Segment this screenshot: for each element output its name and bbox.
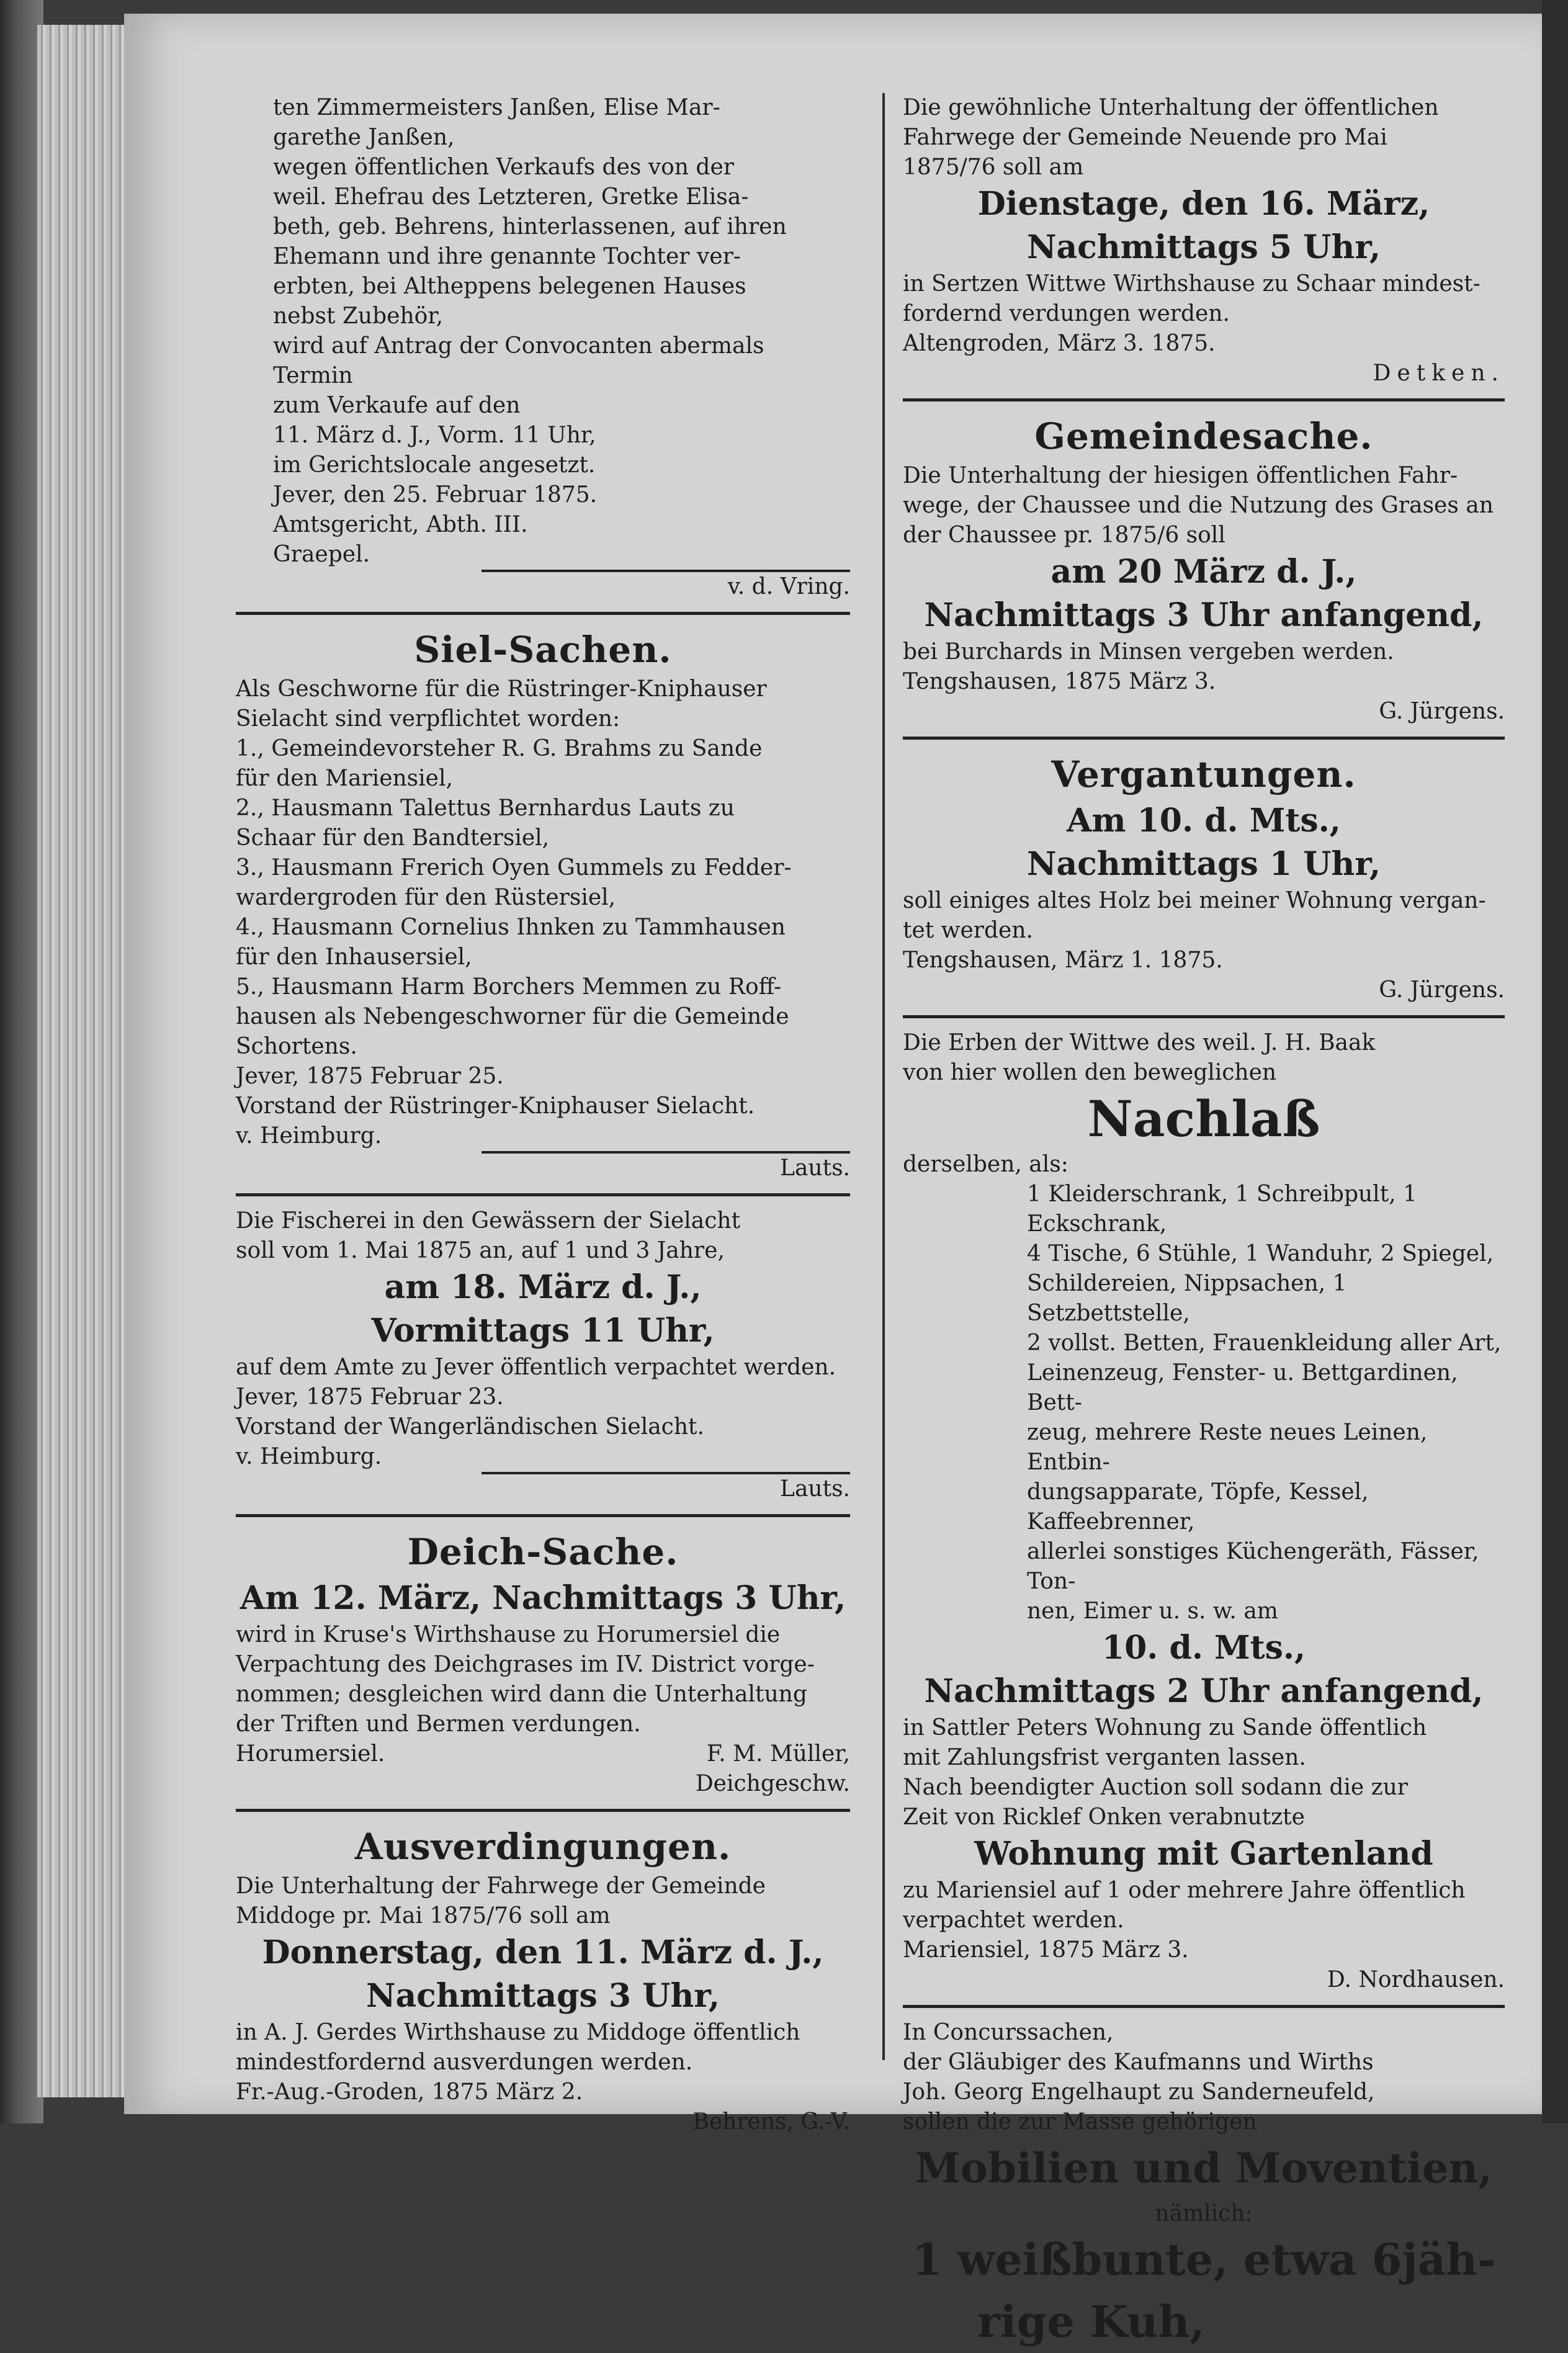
text-line: Zeit von Ricklef Onken verabnutzte xyxy=(903,1804,1305,1830)
deich-signature-row xyxy=(236,1739,850,1769)
text-line: Amtsgericht, Abth. III. xyxy=(273,512,528,537)
concurs-sub: nämlich: xyxy=(1155,2201,1253,2226)
text-line: sollen die zur Masse gehörigen xyxy=(903,2109,1257,2135)
section-rule xyxy=(903,1015,1505,1018)
page-edges xyxy=(37,25,137,2097)
text-line: mit Zahlungsfrist verganten lassen. xyxy=(903,1745,1306,1770)
nachlass-text-3 xyxy=(903,1713,1505,1832)
text-line: weil. Ehefrau des Letzteren, Gretke Elisa- xyxy=(273,184,749,210)
scan-border xyxy=(1542,0,1568,2123)
concurs-text xyxy=(903,2018,1505,2137)
text-line: wardergroden für den Rüstersiel, xyxy=(236,885,616,910)
notice-verkauf-signature: v. d. Vring. xyxy=(727,574,850,599)
siel-heading: Siel-Sachen. xyxy=(414,629,672,671)
text-line: in Sattler Peters Wohnung zu Sande öffentlich xyxy=(903,1715,1427,1741)
siel-text xyxy=(236,675,850,1151)
siel-signature: Lauts. xyxy=(780,1155,850,1181)
text-line: Schildereien, Nippsachen, 1 Setzbettstelle, xyxy=(1027,1271,1354,1326)
text-line: nommen; desgleichen wird dann die Unterhaltung xyxy=(236,1682,807,1707)
text-line: zu Mariensiel auf 1 oder mehrere Jahre öffentlich xyxy=(903,1878,1466,1903)
neuende-date: Dienstage, den 16. März, xyxy=(977,185,1430,223)
neuende-time: Nachmittags 5 Uhr, xyxy=(1026,228,1381,266)
text-line: hausen als Nebengeschworner für die Gemeinde xyxy=(236,1004,789,1029)
concurs-item-2: rige Kuh, xyxy=(977,2296,1205,2347)
text-line: wird in Kruse's Wirthshause zu Horumersiel die xyxy=(236,1622,781,1647)
text-line: ten Zimmermeisters Janßen, Elise Mar- xyxy=(273,95,720,120)
text-line: Mariensiel, 1875 März 3. xyxy=(903,1937,1189,1963)
gemeindesache-date: am 20 März d. J., xyxy=(1051,553,1357,591)
text-line: Die Fischerei in den Gewässern der Sielacht xyxy=(236,1208,741,1234)
text-line: für den Mariensiel, xyxy=(236,766,453,791)
gemeindesache-text xyxy=(903,461,1505,550)
text-line: Fahrwege der Gemeinde Neuende pro Mai xyxy=(903,125,1387,150)
deich-signature: F. M. Müller, xyxy=(706,1741,850,1767)
deich-text xyxy=(236,1620,850,1739)
text-line: wegen öffentlichen Verkaufs des von der xyxy=(273,155,734,180)
text-line: Fr.-Aug.-Groden, 1875 März 2. xyxy=(236,2079,583,2105)
nachlass-heading: Nachlaß xyxy=(1087,1090,1320,1148)
deich-date: Am 12. März, Nachmittags 3 Uhr, xyxy=(240,1579,846,1617)
text-line: Vorstand der Rüstringer-Kniphauser Sielacht. xyxy=(236,1093,755,1119)
section-rule xyxy=(903,398,1505,401)
text-line: 1875/76 soll am xyxy=(903,155,1084,180)
gemeindesache-heading: Gemeindesache. xyxy=(1034,415,1373,457)
deich-heading: Deich-Sache. xyxy=(407,1531,679,1573)
text-line: Joh. Georg Engelhaupt zu Sanderneufeld, xyxy=(903,2079,1375,2105)
gemeindesache-signature: G. Jürgens. xyxy=(1379,699,1505,724)
fischerei-text xyxy=(236,1206,850,1266)
text-line: der Triften und Bermen verdungen. xyxy=(236,1711,641,1737)
text-line: Tengshausen, März 1. 1875. xyxy=(903,948,1223,973)
concurs-item-1: 1 weißbunte, etwa 6jäh- xyxy=(912,2234,1496,2285)
text-line: in Sertzen Wittwe Wirthshause zu Schaar mindest- xyxy=(903,271,1481,297)
text-line: soll einiges altes Holz bei meiner Wohnung vergan- xyxy=(903,888,1486,913)
ausverdingungen-time: Nachmittags 3 Uhr, xyxy=(365,1977,720,2015)
text-line: Die Unterhaltung der Fahrwege der Gemeinde xyxy=(236,1873,766,1899)
deich-signature-title: Deichgeschw. xyxy=(695,1771,850,1796)
text-line: soll vom 1. Mai 1875 an, auf 1 und 3 Jahre, xyxy=(236,1238,725,1263)
text-line: fordernd verdungen werden. xyxy=(903,301,1230,326)
text-line: allerlei sonstiges Küchengeräth, Fässer, Ton- xyxy=(1027,1539,1486,1594)
fischerei-time: Vormittags 11 Uhr, xyxy=(371,1312,715,1350)
text-line: Die gewöhnliche Unterhaltung der öffentlichen xyxy=(903,95,1439,120)
section-rule xyxy=(236,1193,850,1196)
text-line: Altengroden, März 3. 1875. xyxy=(903,331,1216,356)
text-line: Schortens. xyxy=(236,1034,357,1059)
text-line: Sielacht sind verpflichtet worden: xyxy=(236,706,620,732)
ausverdingungen-text-2 xyxy=(236,2018,850,2107)
text-line: verpachtet werden. xyxy=(903,1907,1124,1933)
text-line: beth, geb. Behrens, hinterlassenen, auf ihren xyxy=(273,214,787,240)
ausverdingungen-date: Donnerstag, den 11. März d. J., xyxy=(262,1934,824,1971)
text-line: von hier wollen den beweglichen xyxy=(903,1060,1277,1085)
text-line: zum Verkaufe auf den xyxy=(273,393,521,418)
section-rule xyxy=(236,1514,850,1517)
text-line: Leinenzeug, Fenster- u. Bettgardinen, Bett- xyxy=(1027,1360,1465,1415)
text-line: nen, Eimer u. s. w. am xyxy=(1027,1598,1278,1624)
text-line: 1., Gemeindevorsteher R. G. Brahms zu Sande xyxy=(236,736,763,761)
nachlass-text xyxy=(903,1028,1505,1088)
text-line: erbten, bei Altheppens belegenen Hauses xyxy=(273,274,746,299)
fischerei-date: am 18. März d. J., xyxy=(384,1268,702,1306)
vergantungen-heading: Vergantungen. xyxy=(1051,753,1356,796)
text-line: 4., Hausmann Cornelius Ihnken zu Tammhausen xyxy=(236,915,786,940)
text-line: Ehemann und ihre genannte Tochter ver- xyxy=(273,244,741,269)
nachlass-date: 10. d. Mts., xyxy=(1101,1629,1306,1667)
text-line: 5., Hausmann Harm Borchers Memmen zu Roff- xyxy=(236,974,782,1000)
nachlass-signature: D. Nordhausen. xyxy=(1327,1967,1505,1992)
nachlass-items xyxy=(903,1180,1505,1626)
nachlass-text-4 xyxy=(903,1876,1505,1965)
text-line: Jever, den 25. Februar 1875. xyxy=(273,482,598,508)
neuende-signature: Detken. xyxy=(1373,361,1505,386)
gemeindesache-time: Nachmittags 3 Uhr anfangend, xyxy=(924,596,1484,634)
text-line: Jever, 1875 Februar 25. xyxy=(236,1064,504,1089)
ausverdingungen-heading: Ausverdingungen. xyxy=(354,1826,732,1868)
text-line: Die Erben der Wittwe des weil. J. H. Baak xyxy=(903,1030,1376,1055)
text-line: für den Inhausersiel, xyxy=(236,944,472,970)
section-rule xyxy=(903,737,1505,740)
text-line: mindestfordernd ausverdungen werden. xyxy=(236,2050,693,2075)
text-line: 4 Tische, 6 Stühle, 1 Wanduhr, 2 Spiegel, xyxy=(1027,1241,1494,1266)
fischerei-signature: Lauts. xyxy=(780,1476,850,1502)
nachlass-wohnung: Wohnung mit Gartenland xyxy=(974,1835,1433,1873)
ausverdingungen-text xyxy=(236,1871,850,1931)
text-line: bei Burchards in Minsen vergeben werden. xyxy=(903,639,1394,665)
vergantungen-signature: G. Jürgens. xyxy=(1379,977,1505,1003)
section-rule xyxy=(903,2005,1505,2008)
neuende-text-2 xyxy=(903,269,1505,359)
text-line: Die Unterhaltung der hiesigen öffentlichen Fahr- xyxy=(903,463,1458,488)
text-line: tet werden. xyxy=(903,918,1033,943)
text-line: 11. März d. J., Vorm. 11 Uhr, xyxy=(273,423,596,448)
text-line: Vorstand der Wangerländischen Sielacht. xyxy=(236,1414,704,1440)
concurs-heading: Mobilien und Moventien, xyxy=(915,2144,1493,2192)
deich-place: Horumersiel. xyxy=(236,1741,385,1767)
text-line: 1 Kleiderschrank, 1 Schreibpult, 1 Eckschrank, xyxy=(1027,1181,1425,1237)
text-line: v. Heimburg. xyxy=(236,1444,382,1469)
text-line: v. Heimburg. xyxy=(236,1123,382,1149)
text-line: In Concurssachen, xyxy=(903,2020,1114,2045)
neuende-text xyxy=(903,93,1505,182)
text-line: wird auf Antrag der Convocanten abermals Termin xyxy=(273,333,771,388)
right-column xyxy=(903,93,1505,2353)
column-rule xyxy=(882,93,885,2060)
section-rule xyxy=(236,1809,850,1812)
text-line: Verpachtung des Deichgrases im IV. District vorge- xyxy=(236,1652,815,1677)
text-line: Jever, 1875 Februar 23. xyxy=(236,1384,504,1410)
gemeindesache-text-2 xyxy=(903,637,1505,697)
ausverdingungen-signature: Behrens, G.-V. xyxy=(692,2109,850,2135)
notice-verkauf xyxy=(236,93,850,570)
text-line: der Chaussee pr. 1875/6 soll xyxy=(903,522,1225,548)
text-line: nebst Zubehör, xyxy=(273,303,444,329)
nachlass-text-2 xyxy=(903,1150,1505,1180)
text-line: garethe Janßen, xyxy=(273,125,455,150)
text-line: der Gläubiger des Kaufmanns und Wirths xyxy=(903,2050,1374,2075)
text-line: zeug, mehrere Reste neues Leinen, Entbin- xyxy=(1027,1420,1435,1475)
text-line: Tengshausen, 1875 März 3. xyxy=(903,669,1216,694)
vergantungen-time: Nachmittags 1 Uhr, xyxy=(1026,845,1381,883)
left-column xyxy=(236,93,850,2137)
text-line: Graepel. xyxy=(273,542,370,567)
text-line: Schaar für den Bandtersiel, xyxy=(236,825,550,851)
text-line: auf dem Amte zu Jever öffentlich verpachtet werden. xyxy=(236,1355,836,1380)
vergantungen-text xyxy=(903,886,1505,975)
text-line: Nach beendigter Auction soll sodann die zur xyxy=(903,1775,1409,1800)
text-line: dungsapparate, Töpfe, Kessel, Kaffeebrenner, xyxy=(1027,1479,1376,1535)
text-line: Als Geschworne für die Rüstringer-Kniphauser xyxy=(236,676,767,702)
section-rule xyxy=(236,612,850,615)
text-line: im Gerichtslocale angesetzt. xyxy=(273,452,596,478)
text-line: 2 vollst. Betten, Frauenkleidung aller Art, xyxy=(1027,1330,1502,1356)
text-line: in A. J. Gerdes Wirthshause zu Middoge öffentlich xyxy=(236,2020,800,2045)
text-line: 2., Hausmann Talettus Bernhardus Lauts zu xyxy=(236,796,735,821)
text-line: Middoge pr. Mai 1875/76 soll am xyxy=(236,1903,611,1929)
fischerei-text-2 xyxy=(236,1353,850,1472)
nachlass-time: Nachmittags 2 Uhr anfangend, xyxy=(924,1672,1484,1710)
text-line: derselben, als: xyxy=(903,1152,1068,1177)
vergantungen-date: Am 10. d. Mts., xyxy=(1067,802,1341,840)
text-line: 3., Hausmann Frerich Oyen Gummels zu Fedder- xyxy=(236,855,792,881)
text-line: wege, der Chaussee und die Nutzung des Grases an xyxy=(903,493,1494,518)
